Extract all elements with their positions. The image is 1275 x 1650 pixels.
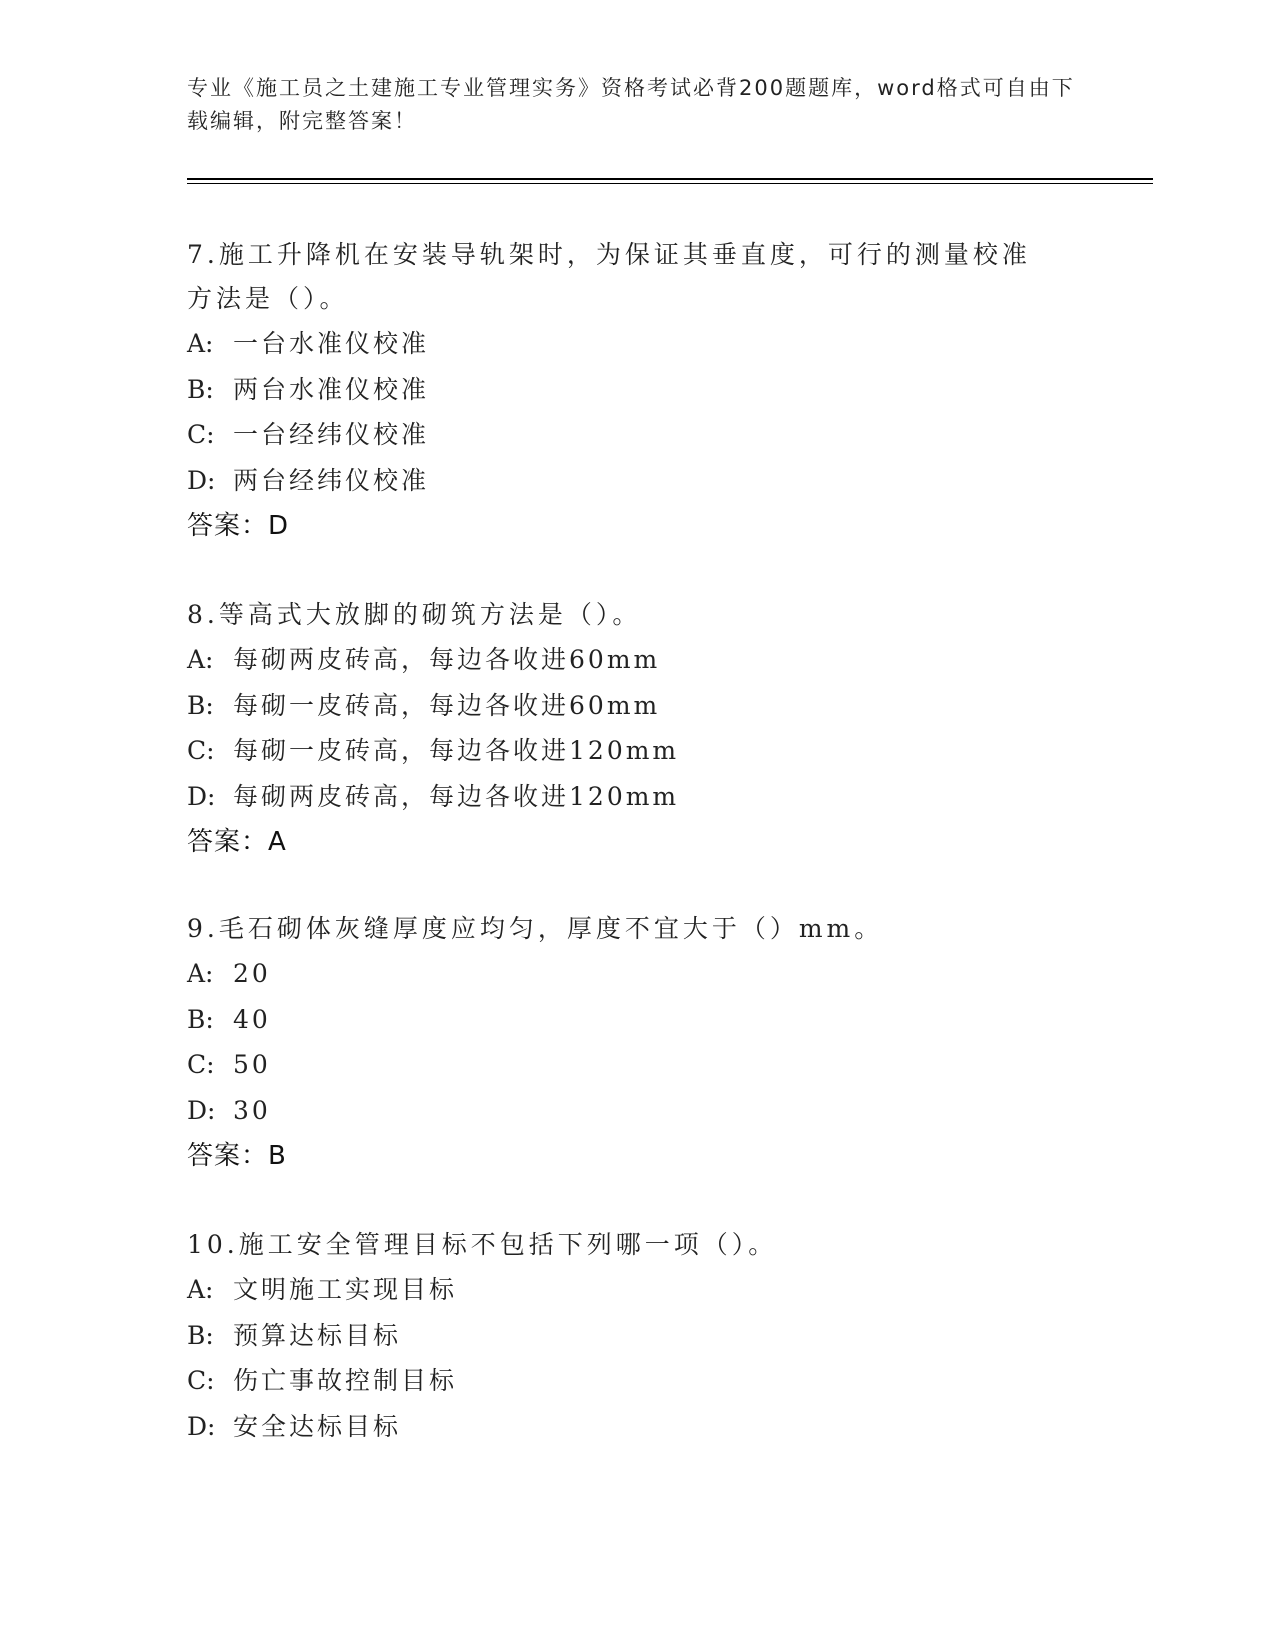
answer: 答案：A <box>187 827 287 857</box>
option-b <box>187 367 1037 413</box>
question-8 <box>187 593 1087 865</box>
header-divider-thick <box>187 178 1153 180</box>
option-text: 伤亡事故控制目标 <box>233 1366 458 1395</box>
question-9 <box>187 907 1087 1179</box>
option-a <box>187 951 1087 997</box>
option-c <box>187 1358 1087 1404</box>
option-label: A: <box>187 959 214 988</box>
option-text: 一台经纬仪校准 <box>233 420 430 449</box>
option-text: 安全达标目标 <box>233 1411 402 1441</box>
document-header: 专业《施工员之土建施工专业管理实务》资格考试必背200题题库，word格式可自由下载编辑，附完整答案！ <box>187 76 1075 133</box>
question-title: 7.施工升降机在安装导轨架时，为保证其垂直度，可行的测量校准方法是（）。 <box>187 240 1031 313</box>
option-label: D: <box>187 465 216 495</box>
option-text: 每砌一皮砖高，每边各收进120mm <box>233 736 680 765</box>
option-label: D: <box>187 781 216 811</box>
question-title: 10.施工安全管理目标不包括下列哪一项（）。 <box>187 1230 778 1259</box>
option-a <box>187 1267 1087 1313</box>
option-label: B: <box>187 690 214 720</box>
question-10 <box>187 1223 1087 1449</box>
option-a <box>187 637 1087 683</box>
option-text: 每砌两皮砖高，每边各收进120mm <box>233 781 680 811</box>
option-label: C: <box>187 420 215 449</box>
option-d <box>187 1404 1087 1450</box>
option-text: 40 <box>233 1004 271 1034</box>
option-d <box>187 1088 1087 1134</box>
option-b <box>187 1313 1087 1359</box>
option-label: B: <box>187 1004 214 1034</box>
option-label: C: <box>187 1366 215 1395</box>
option-a <box>187 321 1037 367</box>
option-label: C: <box>187 736 215 765</box>
option-text: 预算达标目标 <box>233 1320 402 1350</box>
option-d <box>187 458 1037 504</box>
option-text: 每砌一皮砖高，每边各收进60mm <box>233 690 661 720</box>
option-label: B: <box>187 374 214 404</box>
option-label: C: <box>187 1050 215 1079</box>
header-divider-thin <box>187 183 1153 184</box>
option-label: D: <box>187 1095 216 1125</box>
answer: 答案：B <box>187 1141 287 1171</box>
option-d <box>187 774 1087 820</box>
option-text: 每砌两皮砖高，每边各收进60mm <box>233 645 661 674</box>
option-label: A: <box>187 1275 214 1304</box>
question-title: 8.等高式大放脚的砌筑方法是（）。 <box>187 600 642 629</box>
option-text: 30 <box>233 1095 271 1125</box>
question-7 <box>187 233 1037 549</box>
option-c <box>187 412 1037 458</box>
option-c <box>187 1042 1087 1088</box>
option-label: A: <box>187 645 214 674</box>
option-text: 两台水准仪校准 <box>233 374 430 404</box>
option-text: 50 <box>233 1050 271 1079</box>
option-c <box>187 728 1087 774</box>
option-text: 20 <box>233 959 271 988</box>
option-label: A: <box>187 329 214 358</box>
option-text: 文明施工实现目标 <box>233 1275 458 1304</box>
option-label: D: <box>187 1411 216 1441</box>
option-text: 一台水准仪校准 <box>233 329 430 358</box>
answer: 答案：D <box>187 511 290 541</box>
question-title: 9.毛石砌体灰缝厚度应均匀，厚度不宜大于（）mm。 <box>187 914 884 943</box>
option-b <box>187 997 1087 1043</box>
option-text: 两台经纬仪校准 <box>233 465 430 495</box>
option-label: B: <box>187 1320 214 1350</box>
option-b <box>187 683 1087 729</box>
